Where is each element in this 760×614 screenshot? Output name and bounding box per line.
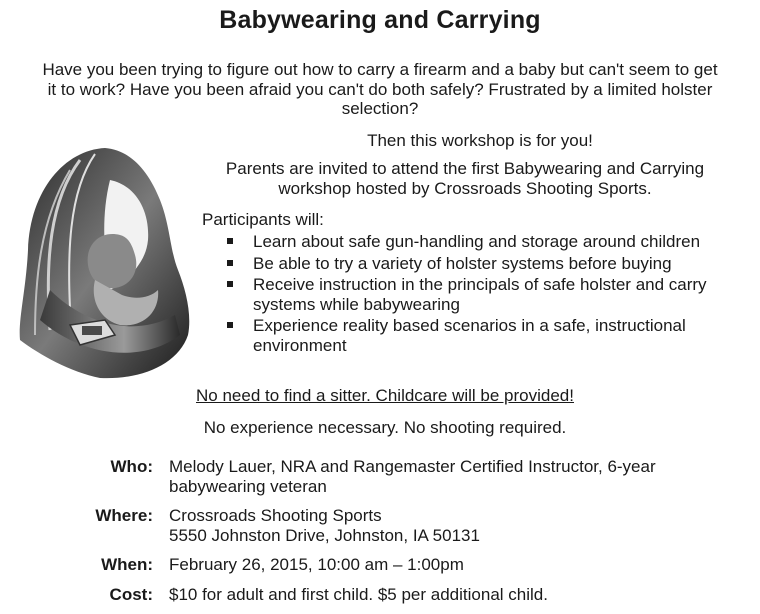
bullet-icon [227, 260, 233, 266]
detail-where [60, 506, 750, 545]
detail-when [60, 555, 750, 575]
event-details [60, 457, 750, 614]
detail-label: Where: [95, 506, 153, 525]
detail-label: When: [101, 555, 153, 574]
when-line-1: February 26, 2015, 10:00 am – 1:00pm [169, 555, 464, 574]
bullet-icon [227, 322, 233, 328]
list-item: Be able to try a variety of holster systems before buying [225, 254, 725, 274]
list-item: Receive instruction in the principals of safe holster and carry systems while babywearing [225, 275, 725, 314]
detail-who [60, 457, 750, 496]
baby-shape [88, 234, 137, 288]
intro-paragraph: Have you been trying to figure out how to carry a firearm and a baby but can't seem to get it to work? Have you been afraid you can't do both safely? Frustrated by a limited holster selection? [42, 60, 718, 118]
bullet-icon [227, 238, 233, 244]
detail-label: Cost: [109, 584, 153, 604]
flyer-title: Babywearing and Carrying [219, 6, 541, 34]
detail-cost [60, 585, 750, 605]
bullet-icon [227, 281, 233, 287]
childcare-note: No need to find a sitter. Childcare will be provided! [196, 386, 574, 405]
list-item: Learn about safe gun-handling and storage around children [225, 232, 725, 252]
tagline: Then this workshop is for you! [367, 131, 593, 150]
benefits-list [225, 232, 725, 357]
invite-paragraph: Parents are invited to attend the first Babywearing and Carrying workshop hosted by Crossroads Shooting Sports. [225, 159, 705, 198]
participants-label: Participants will: [202, 210, 324, 229]
list-item: Experience reality based scenarios in a safe, instructional environment [225, 316, 725, 355]
who-line-1: Melody Lauer, NRA and Rangemaster Certified Instructor, 6-year [169, 457, 656, 476]
mother-baby-illustration [10, 140, 195, 385]
cost-line-1: $10 for adult and first child. $5 per additional child. [169, 584, 548, 604]
no-experience-note: No experience necessary. No shooting required. [203, 418, 567, 437]
where-line-1: Crossroads Shooting Sports [169, 506, 382, 525]
who-line-2: babywearing veteran [169, 476, 327, 496]
detail-label: Who: [110, 457, 153, 476]
where-line-2: 5550 Johnston Drive, Johnston, IA 50131 [169, 525, 480, 545]
